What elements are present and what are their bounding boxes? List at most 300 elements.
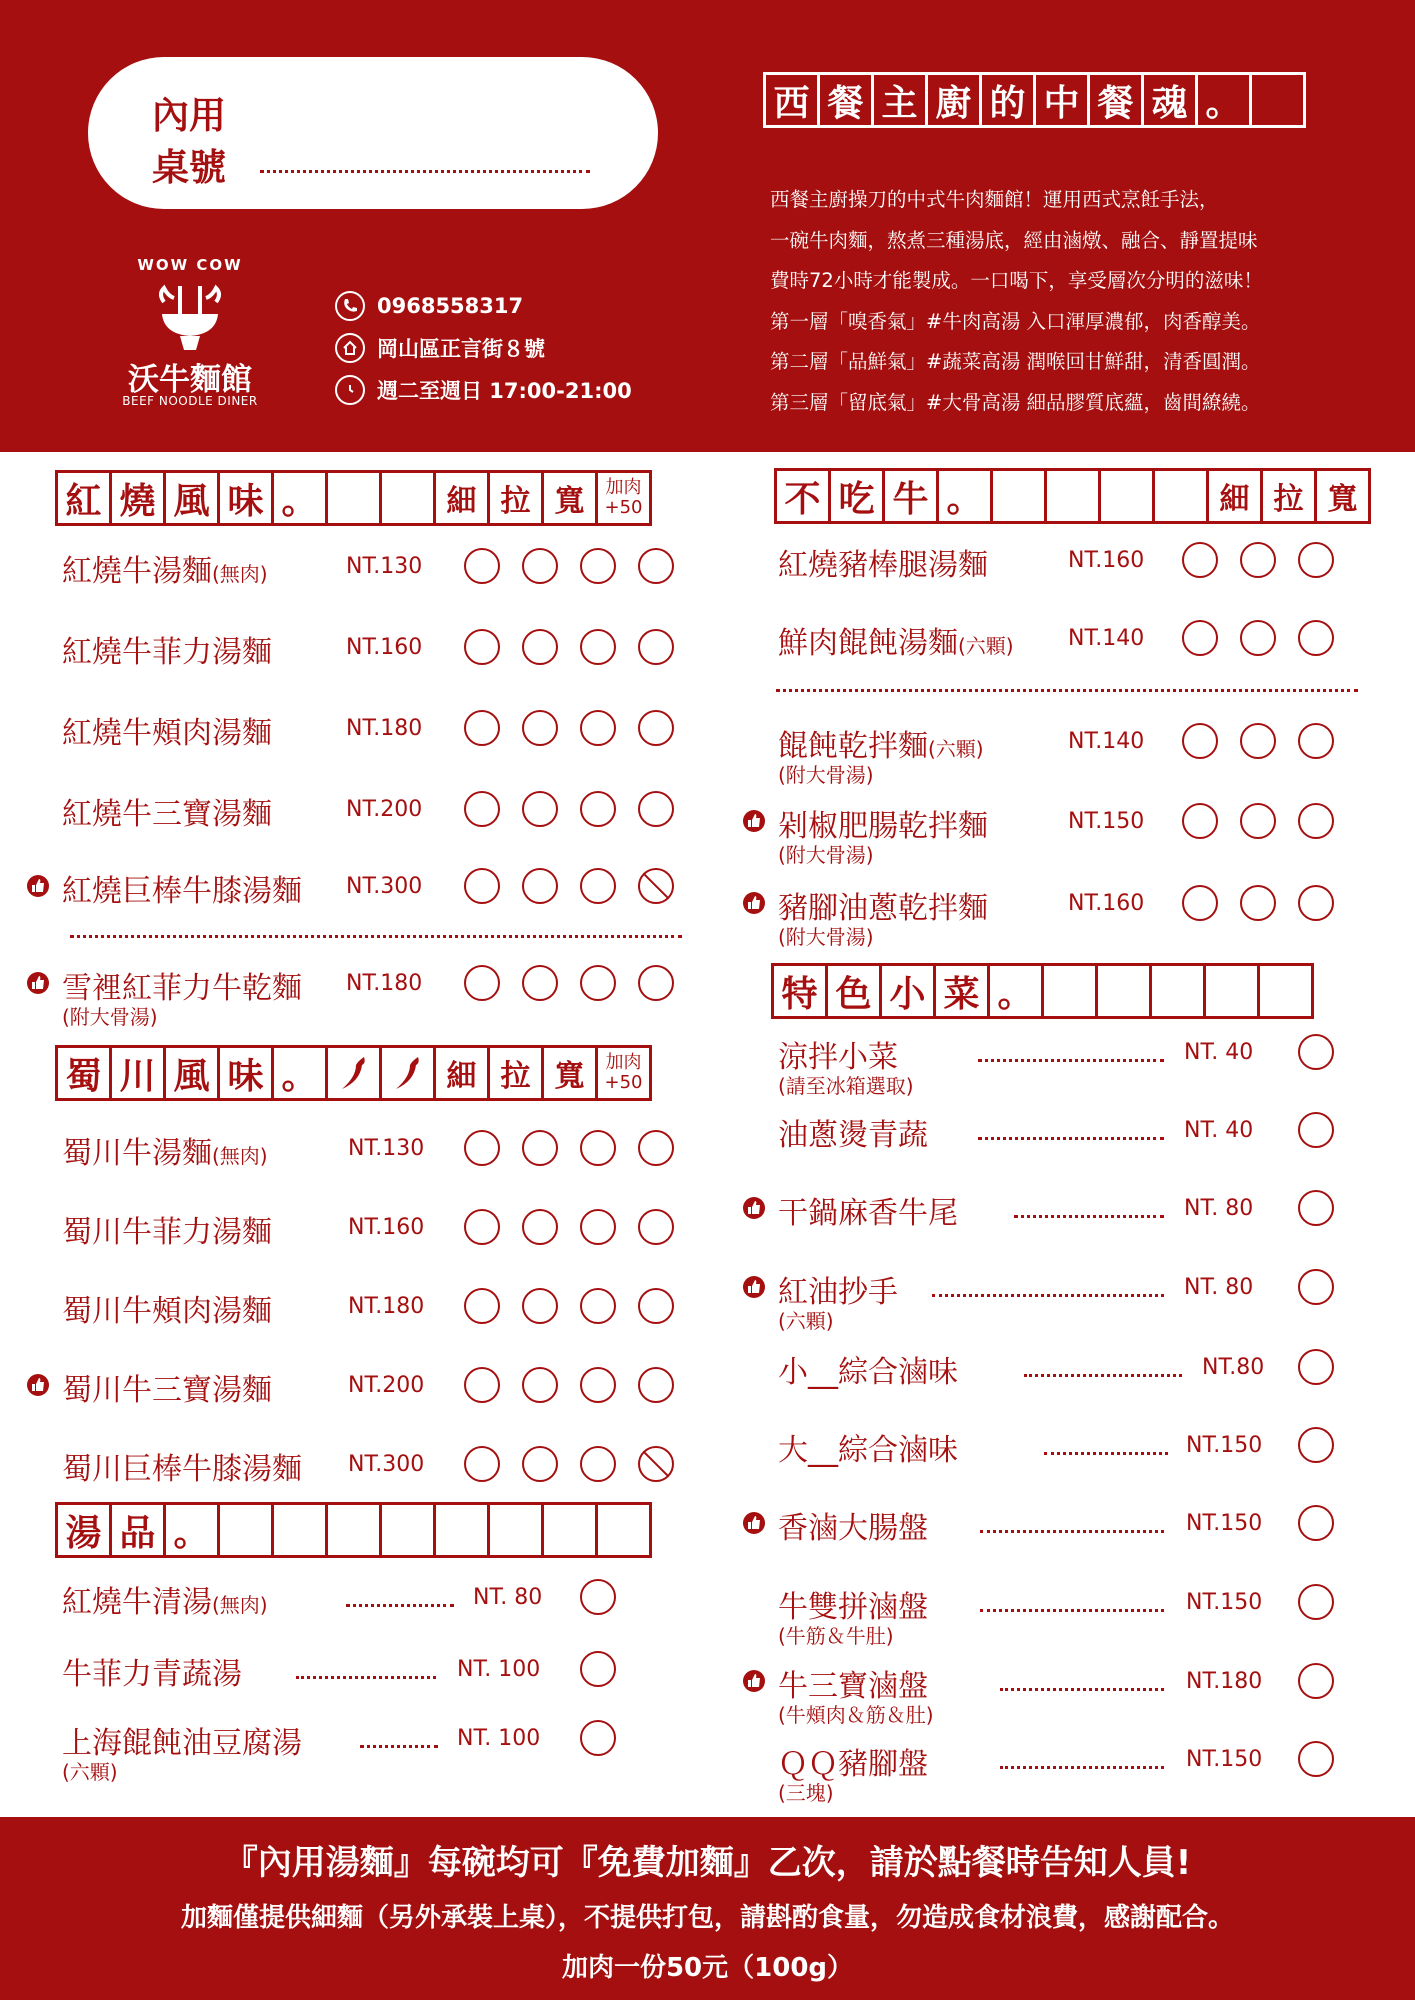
section-header-cell <box>325 1502 382 1558</box>
item-name-text: 干鍋麻香牛尾 <box>778 1196 958 1231</box>
order-checkbox[interactable] <box>638 710 674 746</box>
item-name <box>778 1188 958 1232</box>
item-name <box>778 1347 958 1391</box>
section-header-cell: 蜀 <box>55 1045 112 1101</box>
order-checkbox[interactable] <box>638 1367 674 1403</box>
order-checkbox[interactable] <box>580 1579 616 1615</box>
item-subnote: (牛筋＆牛肚) <box>778 1624 894 1648</box>
divider <box>776 688 1358 692</box>
item-name-text: 餛飩乾拌麵 <box>778 729 928 764</box>
side-item <box>778 1032 1358 1098</box>
item-price: NT.150 <box>1186 1511 1263 1536</box>
section-header-cell: 寬 <box>541 1045 598 1101</box>
thumbs-up-icon <box>26 874 50 898</box>
order-checkbox[interactable] <box>638 1446 674 1482</box>
order-checkbox[interactable] <box>464 868 500 904</box>
section-header-cell: 拉 <box>487 470 544 526</box>
sichuan-item <box>62 1286 692 1329</box>
add-meat-header <box>595 470 652 526</box>
item-name-text: 雪裡紅菲力牛乾麵 <box>62 971 302 1006</box>
order-checkbox[interactable] <box>522 1209 558 1245</box>
section-header-cell <box>1041 963 1098 1019</box>
item-name-text: ＱＱ豬腳盤 <box>778 1747 928 1782</box>
order-checkbox[interactable] <box>1182 885 1218 921</box>
section-header-cell: 拉 <box>487 1045 544 1101</box>
section-header-cell <box>325 470 382 526</box>
item-name <box>62 1649 242 1693</box>
dotted-leader <box>978 1058 1164 1062</box>
section-header-cell <box>487 1502 544 1558</box>
order-checkbox[interactable] <box>522 791 558 827</box>
item-name-text: 紅燒牛三寶湯麵 <box>62 797 272 832</box>
item-price: NT. 40 <box>1184 1118 1254 1143</box>
order-checkbox[interactable] <box>522 548 558 584</box>
section-header-cell <box>1095 963 1152 1019</box>
item-name-text: 剁椒肥腸乾拌麵 <box>778 809 988 844</box>
order-checkbox[interactable] <box>1182 723 1218 759</box>
item-name <box>778 1503 928 1547</box>
section-header-cell <box>433 1502 490 1558</box>
dotted-leader <box>1014 1214 1164 1218</box>
section-sichuan-header <box>58 1045 652 1101</box>
item-subnote: (附大骨湯) <box>62 1005 158 1029</box>
order-checkbox[interactable] <box>464 1130 500 1166</box>
thumbs-up-icon <box>742 1196 766 1220</box>
intro-line: 第二層「品鮮氣」#蔬菜高湯 潤喉回甘鮮甜，清香圓潤。 <box>770 350 1261 373</box>
thumbs-up-icon <box>742 1669 766 1693</box>
section-header-cell <box>379 1045 436 1101</box>
item-name-text: 油蔥燙青蔬 <box>778 1118 928 1153</box>
item-subnote: (附大骨湯) <box>778 925 874 949</box>
item-name <box>62 1286 272 1330</box>
order-checkbox[interactable] <box>580 1651 616 1687</box>
order-checkbox[interactable] <box>522 629 558 665</box>
thumbs-up-icon <box>742 891 766 915</box>
add-meat-label: 加肉 <box>605 1052 642 1073</box>
order-checkbox[interactable] <box>1298 1034 1334 1070</box>
slogan-cell: 的 <box>979 72 1036 128</box>
item-price: NT.130 <box>346 554 423 579</box>
item-name <box>778 540 988 584</box>
order-checkbox[interactable] <box>1182 542 1218 578</box>
item-price: NT.300 <box>346 874 423 899</box>
order-checkbox[interactable] <box>580 1288 616 1324</box>
order-checkbox[interactable] <box>638 868 674 904</box>
phone-number: 0968558317 <box>377 294 524 318</box>
side-item <box>778 1188 1358 1231</box>
item-name-text: 小__綜合滷味 <box>778 1355 958 1390</box>
section-header-cell: 。 <box>271 1045 328 1101</box>
item-name-text: 紅油抄手 <box>778 1275 898 1310</box>
order-checkbox[interactable] <box>580 1367 616 1403</box>
braised-item <box>62 627 692 670</box>
item-price: NT.180 <box>346 971 423 996</box>
slogan-cell: 餐 <box>817 72 874 128</box>
table-number-label: 桌號 <box>152 146 226 189</box>
chili-pepper-icon <box>390 1053 426 1093</box>
intro-line: 費時72小時才能製成。一口喝下，享受層次分明的滋味！ <box>770 269 1263 292</box>
dotted-leader <box>978 1136 1164 1140</box>
order-checkbox[interactable] <box>464 965 500 1001</box>
slogan-cell: 中 <box>1033 72 1090 128</box>
section-header-cell: 細 <box>1206 468 1263 524</box>
item-note: (無肉) <box>212 1144 268 1168</box>
order-checkbox[interactable] <box>580 548 616 584</box>
item-note: (無肉) <box>212 562 268 586</box>
footer-line-3: 加肉一份50元（100g） <box>561 1953 854 1983</box>
slogan-cell: 魂 <box>1141 72 1198 128</box>
section-no-beef-header <box>777 468 1371 524</box>
order-checkbox[interactable] <box>1298 803 1334 839</box>
item-price: NT. 80 <box>473 1585 543 1610</box>
item-price: NT.200 <box>346 797 423 822</box>
item-subnote: (三塊) <box>778 1781 834 1805</box>
slogan-cell: 餐 <box>1087 72 1144 128</box>
sichuan-item <box>62 1128 692 1171</box>
item-price: NT.200 <box>348 1373 425 1398</box>
item-price: NT.160 <box>348 1215 425 1240</box>
section-header-cell: 。 <box>271 470 328 526</box>
side-item <box>778 1110 1358 1153</box>
order-checkbox[interactable] <box>1298 1112 1334 1148</box>
order-checkbox[interactable] <box>638 965 674 1001</box>
slogan-cell: 。 <box>1195 72 1252 128</box>
order-checkbox[interactable] <box>522 1367 558 1403</box>
section-header-cell: 菜 <box>933 963 990 1019</box>
order-checkbox[interactable] <box>522 1130 558 1166</box>
order-checkbox[interactable] <box>638 629 674 665</box>
section-header-cell: 吃 <box>828 468 885 524</box>
add-meat-price: +50 <box>604 497 643 518</box>
order-checkbox[interactable] <box>580 629 616 665</box>
section-header-cell: 細 <box>433 470 490 526</box>
item-name-text: 紅燒牛菲力湯麵 <box>62 635 272 670</box>
braised-item <box>62 708 692 751</box>
side-item <box>778 1347 1358 1390</box>
order-checkbox[interactable] <box>464 791 500 827</box>
item-name <box>62 1128 268 1172</box>
order-checkbox[interactable] <box>580 791 616 827</box>
dotted-leader <box>1000 1765 1164 1769</box>
section-header-cell: 小 <box>879 963 936 1019</box>
section-header-cell: 。 <box>163 1502 220 1558</box>
item-name <box>778 1110 928 1154</box>
order-checkbox[interactable] <box>464 1288 500 1324</box>
footer-banner <box>0 1817 1415 2000</box>
thumbs-up-icon <box>742 1511 766 1535</box>
slogan-cell: 主 <box>871 72 928 128</box>
intro-line: 第一層「嗅香氣」#牛肉高湯 入口渾厚濃郁，肉香醇美。 <box>770 309 1261 333</box>
item-price: NT.180 <box>348 1294 425 1319</box>
sichuan-item <box>62 1444 692 1487</box>
order-checkbox[interactable] <box>1298 1427 1334 1463</box>
logo-name: 沃牛麵館 <box>128 362 252 398</box>
order-checkbox[interactable] <box>1182 803 1218 839</box>
logo <box>110 256 270 416</box>
nobeef-item <box>778 618 1358 661</box>
side-item <box>778 1661 1358 1727</box>
section-header-cell: 品 <box>109 1502 166 1558</box>
order-checkbox[interactable] <box>1298 1741 1334 1777</box>
slogan-cell: 西 <box>763 72 820 128</box>
section-header-cell: 特 <box>771 963 828 1019</box>
section-header-cell <box>379 1502 436 1558</box>
nobeef-item <box>778 721 1358 787</box>
order-checkbox[interactable] <box>1298 620 1334 656</box>
order-checkbox[interactable] <box>522 1446 558 1482</box>
divider <box>70 934 682 938</box>
dotted-leader <box>1000 1687 1164 1691</box>
section-header-cell: 不 <box>774 468 831 524</box>
section-header-cell <box>1152 468 1209 524</box>
dotted-leader <box>1024 1373 1182 1377</box>
order-checkbox[interactable] <box>1298 885 1334 921</box>
soup-item <box>62 1718 692 1784</box>
item-name <box>62 627 272 671</box>
section-header-cell <box>595 1502 652 1558</box>
section-header-cell: 寬 <box>541 470 598 526</box>
add-meat-price: +50 <box>604 1072 643 1093</box>
slogan-cell <box>1249 72 1306 128</box>
section-header-cell: 川 <box>109 1045 166 1101</box>
order-checkbox[interactable] <box>580 965 616 1001</box>
item-subnote: (六顆) <box>62 1760 118 1784</box>
order-checkbox[interactable] <box>638 1288 674 1324</box>
item-name-text: 牛三寶滷盤 <box>778 1669 928 1704</box>
side-item <box>778 1425 1358 1468</box>
item-name-text: 大__綜合滷味 <box>778 1433 958 1468</box>
item-price: NT.180 <box>346 716 423 741</box>
section-header-cell: 牛 <box>882 468 939 524</box>
order-checkbox[interactable] <box>522 965 558 1001</box>
section-header-cell <box>1257 963 1314 1019</box>
item-name-text: 牛雙拼滷盤 <box>778 1590 928 1625</box>
section-header-cell: 湯 <box>55 1502 112 1558</box>
section-header-cell <box>1203 963 1260 1019</box>
order-checkbox[interactable] <box>1298 1269 1334 1305</box>
address-text: 岡山區正言街８號 <box>377 337 545 361</box>
soup-item <box>62 1649 692 1692</box>
thumbs-up-icon <box>26 971 50 995</box>
item-name <box>62 546 268 590</box>
section-header-cell <box>217 1502 274 1558</box>
section-header-cell: 紅 <box>55 470 112 526</box>
item-price: NT.160 <box>346 635 423 660</box>
item-name-text: 涼拌小菜 <box>778 1040 898 1075</box>
order-checkbox[interactable] <box>1240 542 1276 578</box>
nobeef-item <box>778 883 1358 949</box>
item-name-text: 紅燒巨棒牛膝湯麵 <box>62 874 302 909</box>
item-price: NT. 100 <box>457 1657 541 1682</box>
item-price: NT. 100 <box>457 1726 541 1751</box>
section-header-cell <box>1098 468 1155 524</box>
add-meat-label: 加肉 <box>605 477 642 498</box>
order-checkbox[interactable] <box>1298 723 1334 759</box>
slogan-cell: 廚 <box>925 72 982 128</box>
chili-pepper-icon <box>336 1053 372 1093</box>
order-checkbox[interactable] <box>464 710 500 746</box>
dotted-leader <box>360 1744 438 1748</box>
item-name <box>62 1577 268 1621</box>
item-name <box>778 618 1014 662</box>
section-header-cell: 。 <box>936 468 993 524</box>
order-checkbox[interactable] <box>638 548 674 584</box>
item-name-text: 蜀川牛頰肉湯麵 <box>62 1294 272 1329</box>
item-price: NT.150 <box>1186 1433 1263 1458</box>
table-number-box <box>88 57 658 209</box>
intro-text <box>770 180 1370 423</box>
thumbs-up-icon <box>742 1275 766 1299</box>
item-price: NT.140 <box>1068 626 1145 651</box>
order-checkbox[interactable] <box>1240 885 1276 921</box>
section-header-cell: 風 <box>163 1045 220 1101</box>
section-header-cell: 色 <box>825 963 882 1019</box>
section-header-cell: 細 <box>433 1045 490 1101</box>
dotted-leader <box>980 1608 1164 1612</box>
section-header-cell <box>541 1502 598 1558</box>
order-checkbox[interactable] <box>638 791 674 827</box>
item-price: NT. 80 <box>1184 1196 1254 1221</box>
order-checkbox[interactable] <box>1298 1190 1334 1226</box>
order-checkbox[interactable] <box>1298 1505 1334 1541</box>
section-header-cell: 拉 <box>1260 468 1317 524</box>
dotted-leader <box>932 1293 1164 1297</box>
dotted-leader <box>346 1603 454 1607</box>
order-checkbox[interactable] <box>1182 620 1218 656</box>
hours-text: 週二至週日 17:00-21:00 <box>377 379 632 403</box>
braised-item <box>62 789 692 832</box>
order-checkbox[interactable] <box>464 629 500 665</box>
side-item <box>778 1503 1358 1546</box>
phone-icon <box>335 291 365 321</box>
item-subnote: (牛頰肉＆筋＆肚) <box>778 1703 934 1727</box>
item-price: NT. 80 <box>1184 1275 1254 1300</box>
intro-line: 第三層「留底氣」#大骨高湯 細品膠質底蘊，齒間繚繞。 <box>770 390 1261 414</box>
thumbs-up-icon <box>742 809 766 833</box>
order-checkbox[interactable] <box>580 710 616 746</box>
item-price: NT. 40 <box>1184 1040 1254 1065</box>
order-checkbox[interactable] <box>464 1367 500 1403</box>
item-subnote: (六顆) <box>778 1309 834 1333</box>
item-name <box>778 1425 958 1469</box>
intro-line: 西餐主廚操刀的中式牛肉麵館！運用西式烹飪手法， <box>770 188 1219 211</box>
order-checkbox[interactable] <box>522 710 558 746</box>
dotted-leader <box>980 1529 1164 1533</box>
order-checkbox[interactable] <box>580 1720 616 1756</box>
item-name-text: 蜀川巨棒牛膝湯麵 <box>62 1452 302 1487</box>
section-header-cell: 味 <box>217 1045 274 1101</box>
section-header-cell <box>990 468 1047 524</box>
order-checkbox[interactable] <box>464 1209 500 1245</box>
item-name-text: 蜀川牛菲力湯麵 <box>62 1215 272 1250</box>
item-name <box>62 1365 272 1409</box>
address-row <box>335 333 545 363</box>
order-checkbox[interactable] <box>580 1209 616 1245</box>
section-header-cell: 味 <box>217 470 274 526</box>
item-name-text: 上海餛飩油豆腐湯 <box>62 1726 302 1761</box>
order-checkbox[interactable] <box>638 1130 674 1166</box>
section-header-cell: 燒 <box>109 470 166 526</box>
item-name <box>62 1207 272 1251</box>
hours-row <box>335 375 632 405</box>
intro-line: 一碗牛肉麵，熬煮三種湯底，經由滷燉、融合、靜置提味 <box>770 228 1258 252</box>
order-checkbox[interactable] <box>1298 1663 1334 1699</box>
order-checkbox[interactable] <box>1298 542 1334 578</box>
side-item <box>778 1582 1358 1648</box>
item-name <box>62 708 272 752</box>
item-note: (無肉) <box>212 1593 268 1617</box>
section-header-cell <box>271 1502 328 1558</box>
braised-item <box>62 866 692 909</box>
nobeef-item <box>778 801 1358 867</box>
section-soup-header <box>58 1502 652 1558</box>
section-braised-header <box>58 470 652 526</box>
item-name-text: 牛菲力青蔬湯 <box>62 1657 242 1692</box>
item-name-text: 鮮肉餛飩湯麵 <box>778 626 958 661</box>
section-header-cell <box>1149 963 1206 1019</box>
order-checkbox[interactable] <box>1240 803 1276 839</box>
item-note: (六顆) <box>928 737 984 761</box>
order-checkbox[interactable] <box>1298 1584 1334 1620</box>
item-price: NT.140 <box>1068 729 1145 754</box>
item-price: NT.160 <box>1068 891 1145 916</box>
order-checkbox[interactable] <box>580 1446 616 1482</box>
item-name-text: 紅燒豬棒腿湯麵 <box>778 548 988 583</box>
order-checkbox[interactable] <box>580 1130 616 1166</box>
section-header-cell: 寬 <box>1314 468 1371 524</box>
logo-arc-text: WOW COW <box>137 256 243 274</box>
item-subnote: (附大骨湯) <box>778 843 874 867</box>
section-header-cell <box>1044 468 1101 524</box>
item-price: NT.150 <box>1186 1590 1263 1615</box>
section-header-cell <box>379 470 436 526</box>
dotted-leader <box>296 1675 436 1679</box>
item-name-text: 蜀川牛三寶湯麵 <box>62 1373 272 1408</box>
side-item <box>778 1267 1358 1333</box>
side-item <box>778 1739 1358 1805</box>
footer-line-2: 加麵僅提供細麵（另外承裝上桌），不提供打包，請斟酌食量，勿造成食材浪費，感謝配合。 <box>180 1903 1234 1933</box>
dotted-leader <box>1044 1451 1168 1455</box>
item-name-text: 蜀川牛湯麵 <box>62 1136 212 1171</box>
order-checkbox[interactable] <box>1298 1349 1334 1385</box>
item-note: (六顆) <box>958 634 1014 658</box>
order-checkbox[interactable] <box>464 548 500 584</box>
header-banner <box>0 0 1415 452</box>
item-price: NT.80 <box>1202 1355 1265 1380</box>
braised-item <box>62 546 692 589</box>
item-name-text: 紅燒牛湯麵 <box>62 554 212 589</box>
table-number-field[interactable] <box>260 157 590 173</box>
dine-in-label: 內用 <box>152 94 226 137</box>
nobeef-item <box>778 540 1358 583</box>
section-header-cell: 。 <box>987 963 1044 1019</box>
item-price: NT.130 <box>348 1136 425 1161</box>
item-name-text: 香滷大腸盤 <box>778 1511 928 1546</box>
item-name-text: 豬腳油蔥乾拌麵 <box>778 891 988 926</box>
order-checkbox[interactable] <box>638 1209 674 1245</box>
order-checkbox[interactable] <box>464 1446 500 1482</box>
order-checkbox[interactable] <box>1240 723 1276 759</box>
clock-icon <box>335 375 365 405</box>
item-name <box>62 1444 302 1488</box>
item-price: NT.150 <box>1186 1747 1263 1772</box>
order-checkbox[interactable] <box>580 868 616 904</box>
order-checkbox[interactable] <box>522 868 558 904</box>
item-name <box>62 789 272 833</box>
order-checkbox[interactable] <box>1240 620 1276 656</box>
logo-english: BEEF NOODLE DINER <box>122 394 258 408</box>
order-checkbox[interactable] <box>522 1288 558 1324</box>
